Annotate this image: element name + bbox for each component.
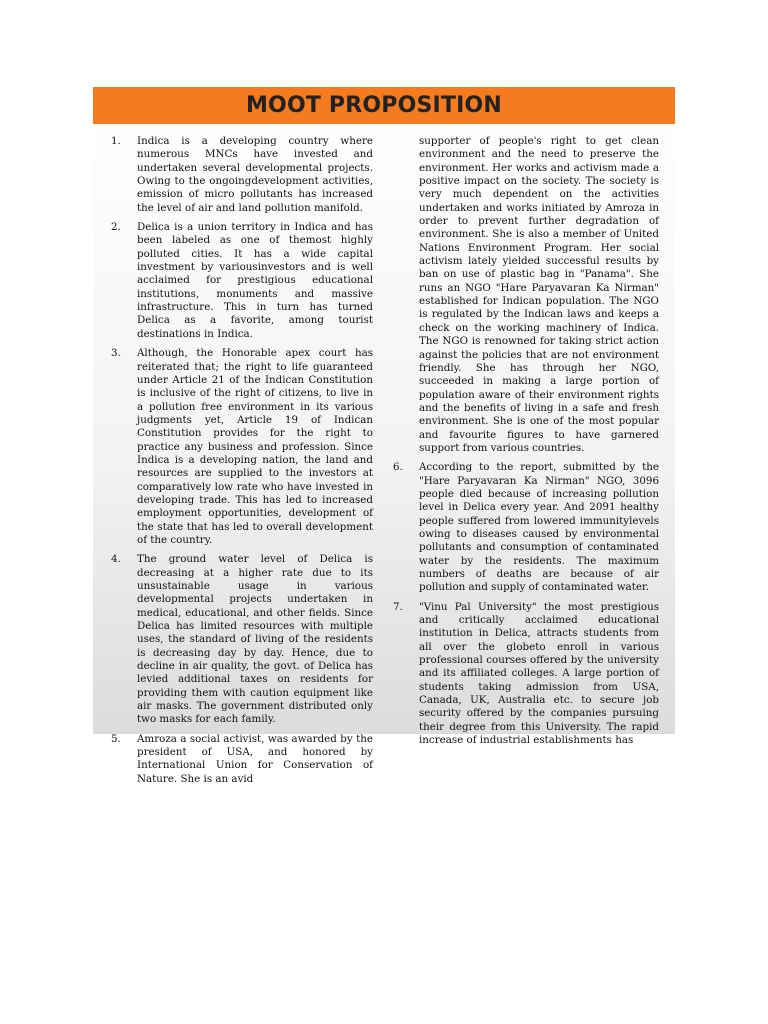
list-item [111,135,373,215]
list-item [111,733,373,786]
item-text: The ground water level of Delica is decreasing at a higher rate due to its unsustainable usage in various developmental projects undertaken in medical, educational, and other fields. Since Delica has limited resources with multiple uses, the standard of living of the residents is decreasing day by day. Hence, due to decline in air quality, the govt. of Delica has levied additional taxes on residents for providing them with caution equipment like air masks. The government distributed only two masks for each family. [137,553,373,726]
list-item [393,601,659,748]
item-number: 2. [111,221,121,234]
item-text: "Vinu Pal University" the most prestigious and critically acclaimed educational institution in Delica, attracts students from all over the globeto enroll in various professional courses offered by the university and its affiliated colleges. A large portion of students taking admission from USA, Canada, UK, Australia etc. to secure job security offered by the companies pursuing their degree from this University. The rapid increase of industrial establishments has [419,600,659,747]
item-text: Although, the Honorable apex court has reiterated that; the right to life guaranteed under Article 21 of the Indican Constitution is inclusive of the right of citizens, to live in a pollution free environment in its various judgments yet, Article 19 of Indican Constitution provides for the right to practice any business and profession. Since Indica is a developing nation, the land and resources are supplied to the investors at comparatively low rate who have invested in developing trade. This has led to increased employment opportunities, development of the state that has led to overall development of the country. [137,347,373,546]
item-number: 1. [111,135,121,147]
item-number: 6. [393,461,403,474]
title-banner [93,87,675,124]
page-title: MOOT PROPOSITION [245,93,503,118]
item-text: Indica is a developing country where numerous MNCs have invested and undertaken several developmental projects. Owing to the ongoingdevelopment activities, emission of micro pollutants has increased the level of air and land pollution manifold. [137,135,373,214]
list-item [111,347,373,547]
list-item [393,461,659,594]
item-text: Delica is a union territory in Indica and has been labeled as one of themost highly polluted cities. It has a wide capital investment by variousinvestors and is well acclaimed for prestigious educational institutions, monuments and massive infrastructure. This in turn has turned Delica as a favorite, among tourist destinations in Indica. [137,221,373,340]
list-item [111,221,373,341]
item-number: 3. [111,347,121,360]
continued-paragraph: supporter of people's right to get clean environment and the need to preserve the environment. Her works and activism made a positive impact on the society. The society is very much dependent on the activities undertaken and works initiated by Amroza in order to prevent further degradation of environment. She is also a member of United Nations Environment Program. Her social activism lately yielded successful results by ban on use of plastic bag in "Panama". She runs an NGO "Hare Paryavaran Ka Nirman" established for Indican population. The NGO is regulated by the Indican laws and keeps a check on the working machinery of Indica. The NGO is renowned for taking strict action against the policies that are not environment friendly. She has through her NGO, succeeded in making a large portion of population aware of their environment rights and the benefits of living in a safe and fresh environment. She is one of the most popular and favourite figures to have garnered support from various countries. [419,135,659,454]
left-column [111,135,373,792]
item-number: 4. [111,553,121,566]
item-number: 7. [393,600,403,613]
right-column [393,135,659,753]
item-text: According to the report, submitted by the "Hare Paryavaran Ka Nirman" NGO, 3096 people died because of increasing pollution level in Delica every year. And 2091 healthy people suffered from lowered immunitylevels owing to diseases caused by environmental pollutants and consumption of contaminated water by the residents. The maximum numbers of deaths are because of air pollution and supply of contaminated water. [419,461,659,594]
list-item [111,553,373,726]
document-page [93,87,675,785]
item-text: Amroza a social activist, was awarded by the president of USA, and honored by International Union for Conservation of Nature. She is an avid [137,732,373,785]
item-number: 5. [111,732,121,745]
